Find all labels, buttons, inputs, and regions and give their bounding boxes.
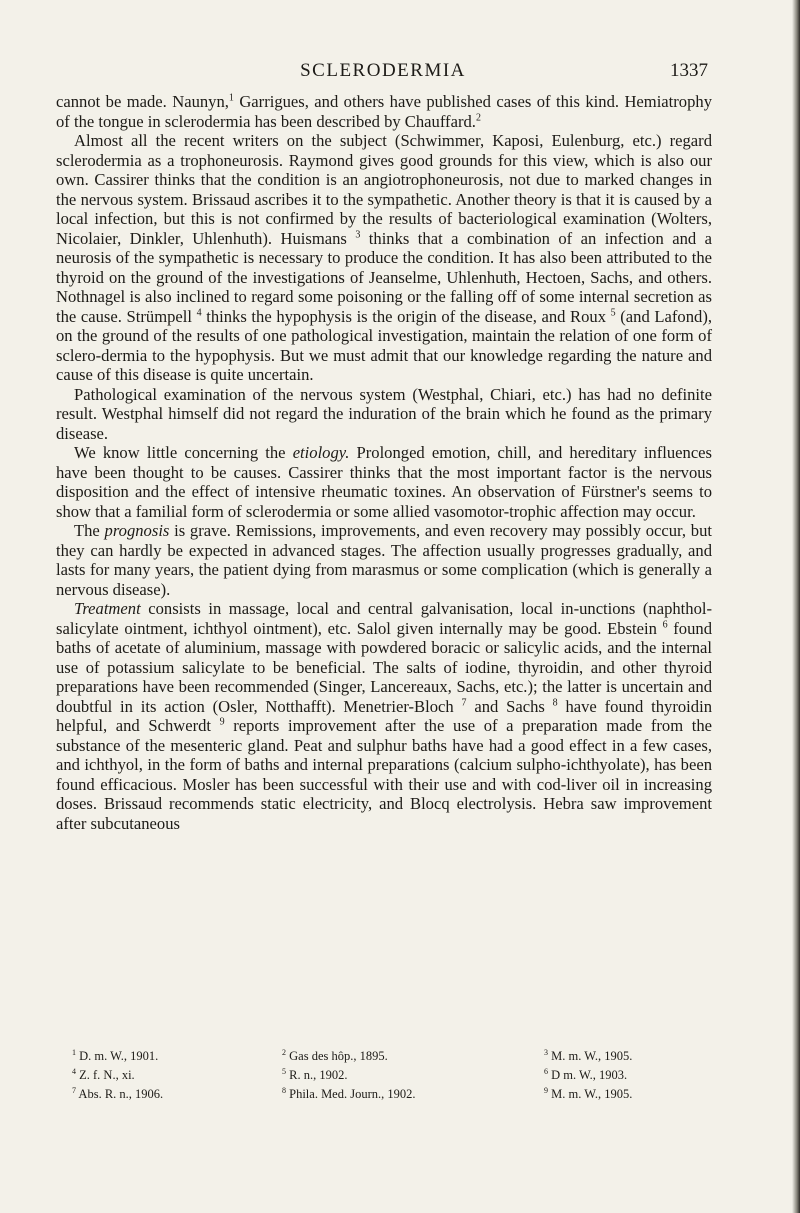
footnote — [544, 1064, 704, 1083]
footnote-citation: M. m. W., 1905. — [548, 1087, 633, 1102]
footnote-ref: 5 — [610, 306, 616, 318]
paragraph — [56, 521, 712, 599]
text-run: (and Lafond), on the ground of the results of one pathological investigation, maintain the relation of one form of sclero-dermia to the hypophysis. But we must admit that our knowledge regarding the nature and cause of this disease is quite uncertain. — [56, 306, 712, 384]
footnote-number: 8 — [282, 1086, 286, 1096]
footnote — [72, 1064, 282, 1083]
italic-term: Treatment — [74, 599, 141, 618]
text-run: Almost all the recent writers on the subject (Schwimmer, Kaposi, Eulenburg, etc.) regard sclerodermia as a trophoneurosis. Raymond gives good grounds for this view, which is also our own. Cassirer thinks that the condition is an angiotrophoneurosis, not due to marked changes in the nervous system. Brissaud ascribes it to the sympathetic. Another theory is that it is caused by a local infection, but this is not confirmed by the results of bacteriological examination (Wolters, Nicolaier, Dinkler, Uhlenhuth). Huismans — [56, 131, 712, 248]
footnote-citation: R. n., 1902. — [286, 1068, 348, 1083]
text-run: cannot be made. Naunyn, — [56, 92, 229, 111]
text-run: Garrigues, and others have published cases of this kind. Hemiatrophy of the tongue in sclerodermia has been described by Chauffard. — [56, 92, 712, 131]
italic-term: etiology. — [292, 443, 350, 462]
text-run: Prolonged emotion, chill, and hereditary influences have been thought to be causes. Cassirer thinks that the most important factor is the nervous disposition and the effect of intensive rheumatic toxines. An observation of Fürstner's seems to show that a familial form of sclerodermia or some allied vasomotor-trophic affection may occur. — [56, 443, 713, 521]
paragraph — [56, 599, 712, 833]
footnote-number: 7 — [72, 1086, 76, 1096]
footnote-number: 1 — [72, 1048, 76, 1057]
paragraph — [56, 131, 712, 385]
footnote — [544, 1083, 704, 1102]
footnote — [72, 1045, 282, 1064]
text-run: thinks the hypophysis is the origin of the disease, and Roux — [201, 306, 611, 326]
footnote-citation: Z. f. N., xi. — [76, 1068, 135, 1083]
text-run: consists in massage, local and central galvanisation, local in-unctions (naphthol-salicylate ointment, ichthyol ointment), etc. Salol given internally may be good. Ebstein — [56, 599, 712, 638]
footnote-number: 2 — [282, 1048, 286, 1057]
text-run: and Sachs — [466, 696, 553, 716]
footnote-citation: M. m. W., 1905. — [548, 1049, 633, 1064]
text-run: thinks that a combination of an infection and a neurosis of the sympathetic is necessary to produce the condition. It has also been attributed to the thyroid on the ground of the investigations of Jeanselme, Uhlenhuth, Hectoen, Sachs, and others. Nothnagel is also inclined to regard some poisoning or the falling off of some internal secretion as the cause. Strümpell — [56, 228, 712, 326]
text-run: found baths of acetate of aluminium, massage with powdered boracic or salicylic acids, and the internal use of potassium salicylate to be beneficial. The salts of iodine, thyroidin, and other thyroid preparations have been recommended (Singer, Lancereaux, Sachs, etc.); the latter is uncertain and doubtful in its action (Osler, Notthafft). Menetrier-Bloch — [56, 618, 712, 716]
footnote — [282, 1064, 544, 1083]
body-text — [56, 92, 712, 833]
footnote-citation: D. m. W., 1901. — [76, 1049, 159, 1064]
footnote-citation: Phila. Med. Journ., 1902. — [286, 1087, 416, 1102]
footnote-ref: 7 — [461, 696, 467, 708]
footnote-number: 6 — [544, 1067, 548, 1077]
text-run: is grave. Remissions, improvements, and even recovery may possibly occur, but they can hardly be expected in advanced stages. The affection usually progresses gradually, and lasts for many years, the patient dying from marasmus or some complication (which is generally a nervous disease). — [56, 521, 712, 599]
paragraph — [56, 443, 712, 521]
footnote-ref: 6 — [662, 618, 668, 630]
text-run: reports improvement after the use of a preparation made from the substance of the mesenteric gland. Peat and sulphur baths have had a good effect in a few cases, and ichthyol, in the form of baths and internal preparations (calcium sulpho-ichthyolate), has been found efficacious. Mosler has been successful with their use and with cod-liver oil in increasing doses. Brissaud recommends static electricity, and Blocq electrolysis. Hebra saw improvement after subcutaneous — [56, 716, 712, 833]
footnote-citation: D m. W., 1903. — [548, 1068, 628, 1083]
text-run: have found thyroidin helpful, and Schwerdt — [56, 696, 712, 735]
footnote — [282, 1045, 544, 1064]
footnote-ref: 1 — [228, 92, 234, 104]
footnote — [544, 1045, 704, 1064]
footnote-ref: 8 — [552, 696, 558, 708]
footnotes — [72, 1045, 712, 1102]
text-run: Pathological examination of the nervous system (Westphal, Chiari, etc.) has had no definite result. Westphal himself did not regard the induration of the brain which he found as the primary disease. — [56, 384, 712, 443]
italic-term: prognosis — [104, 521, 170, 540]
paragraph — [56, 385, 712, 444]
running-head — [58, 60, 708, 84]
footnote-citation: Abs. R. n., 1906. — [76, 1087, 164, 1102]
footnote-number: 5 — [282, 1067, 286, 1077]
paragraph — [56, 92, 712, 131]
footnote-row — [72, 1045, 712, 1064]
footnote-number: 9 — [544, 1086, 548, 1096]
running-title: SCLERODERMIA — [300, 60, 466, 81]
footnote-ref: 9 — [219, 716, 225, 728]
text-run: The — [74, 521, 105, 540]
footnote-row — [72, 1083, 712, 1102]
text-run: We know little concerning the — [74, 443, 293, 462]
footnote — [282, 1083, 544, 1102]
footnote-number: 4 — [72, 1067, 76, 1077]
page-number: 1337 — [670, 60, 708, 81]
footnote-ref: 3 — [355, 228, 361, 240]
footnote-ref: 4 — [196, 306, 202, 318]
footnote-citation: Gas des hôp., 1895. — [286, 1049, 388, 1064]
footnote — [72, 1083, 282, 1102]
footnote-number: 3 — [544, 1048, 548, 1057]
footnote-ref: 2 — [475, 111, 481, 123]
footnote-row — [72, 1064, 712, 1083]
page-edge-shadow — [792, 0, 800, 1213]
